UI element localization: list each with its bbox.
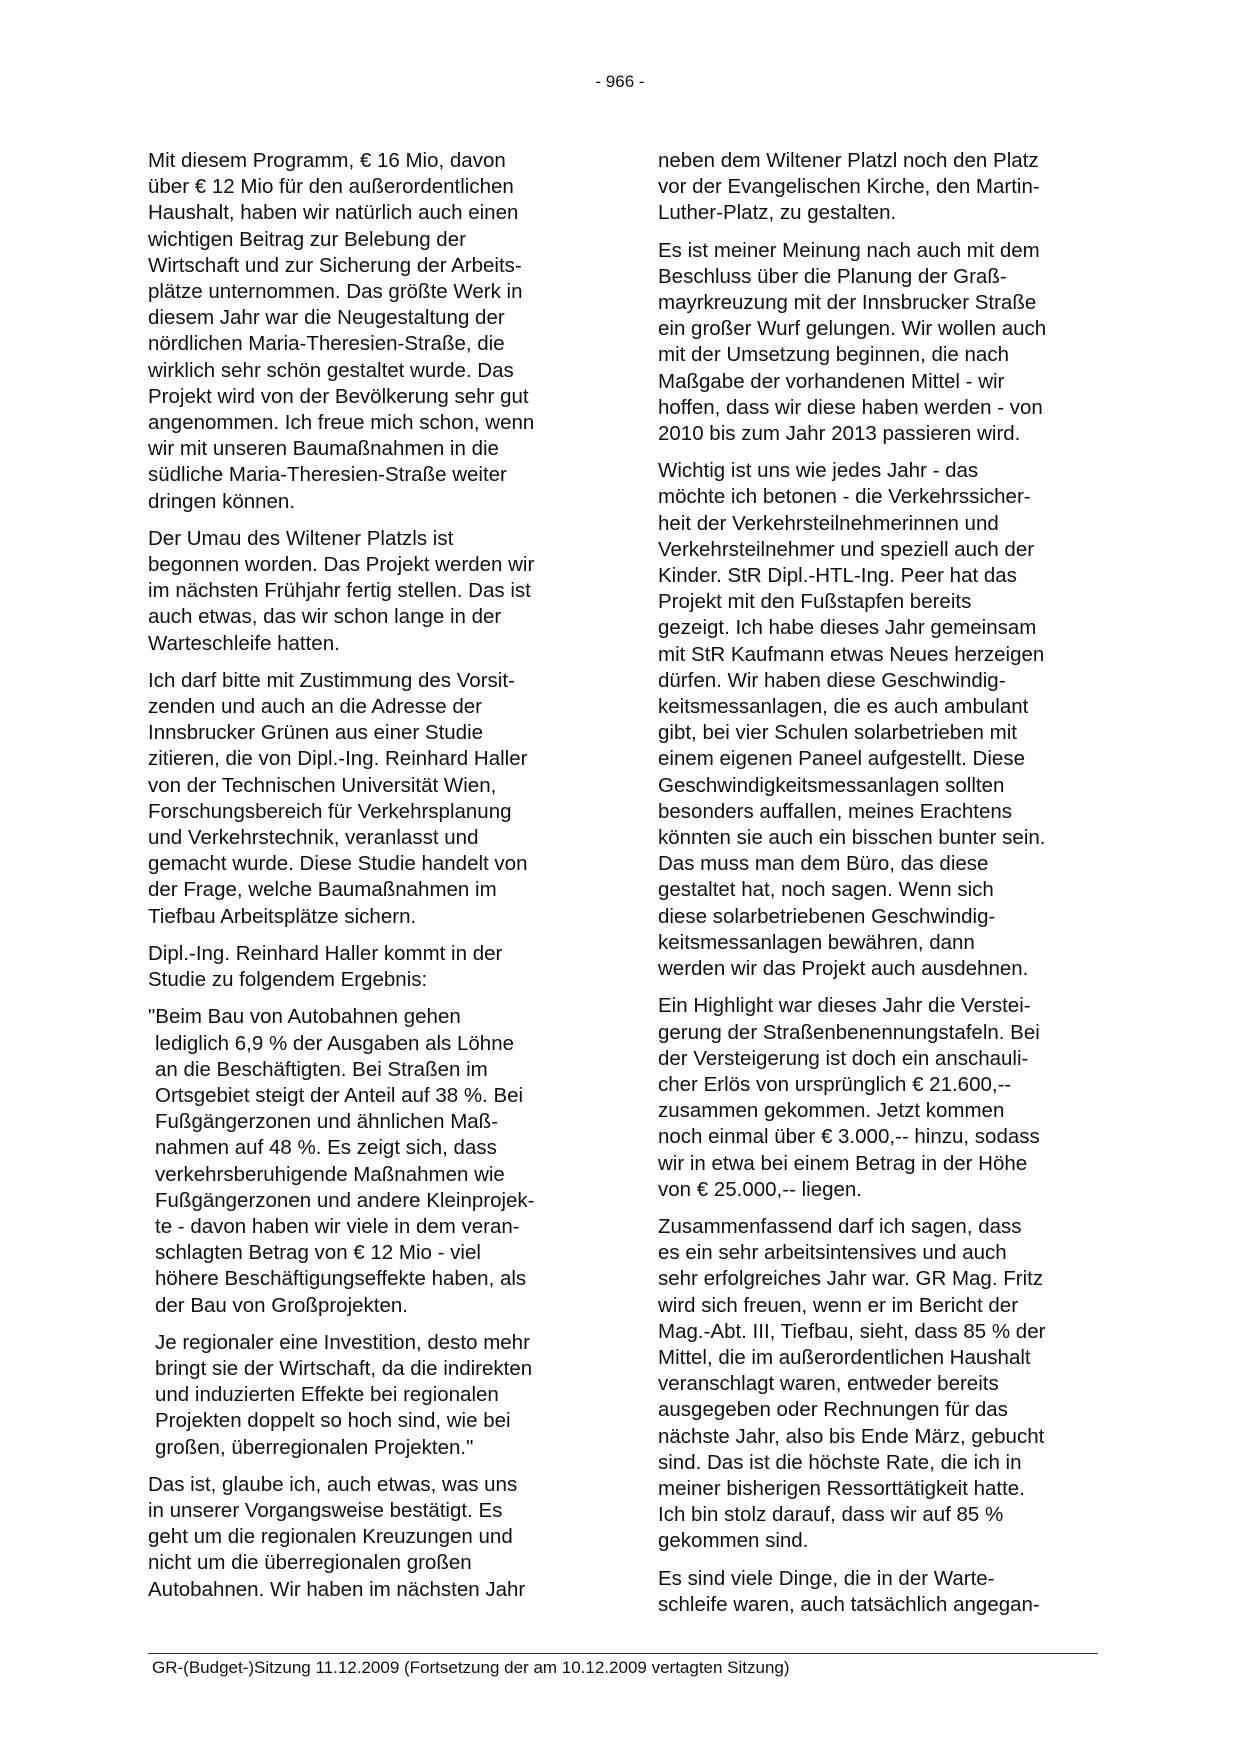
text-line: im nächsten Frühjahr fertig stellen. Das ist xyxy=(148,579,531,603)
text-line: cher Erlös von ursprünglich € 21.600,-- xyxy=(658,1072,1012,1096)
text-line: über € 12 Mio für den außerordentlichen xyxy=(148,175,514,199)
text-line: werden wir das Projekt auch ausdehnen. xyxy=(658,957,1029,981)
text-line: der Frage, welche Baumaßnahmen im xyxy=(148,878,497,902)
text-line: Projekt wird von der Bevölkerung sehr gut xyxy=(148,384,529,408)
text-line: vor der Evangelischen Kirche, den Martin- xyxy=(658,175,1040,199)
text-line: könnten sie auch ein bisschen bunter sein. xyxy=(658,826,1046,850)
text-line: veranschlagt waren, entweder bereits xyxy=(658,1372,999,1396)
text-line: der Bau von Großprojekten. xyxy=(155,1293,408,1317)
text-line: Innsbrucker Grünen aus einer Studie xyxy=(148,721,484,745)
text-line: mit der Umsetzung beginnen, die nach xyxy=(658,343,1009,367)
text-line: Forschungsbereich für Verkehrsplanung xyxy=(148,799,512,823)
text-line: an die Beschäftigten. Bei Straßen im xyxy=(155,1057,488,1081)
text-line: Fußgängerzonen und ähnlichen Maß- xyxy=(155,1110,499,1134)
text-line: gibt, bei vier Schulen solarbetrieben mit xyxy=(658,721,1017,745)
text-line: nicht um die überregionalen großen xyxy=(148,1551,472,1575)
text-line: Projekt mit den Fußstapfen bereits xyxy=(658,590,972,614)
text-line: 2010 bis zum Jahr 2013 passieren wird. xyxy=(658,422,1021,446)
text-line: dürfen. Wir haben diese Geschwindig- xyxy=(658,668,1006,692)
text-line: Wirtschaft und zur Sicherung der Arbeits- xyxy=(148,253,522,277)
text-line: Autobahnen. Wir haben im nächsten Jahr xyxy=(148,1577,526,1601)
text-line: ein großer Wurf gelungen. Wir wollen auch xyxy=(658,317,1047,341)
text-line: diese solarbetriebenen Geschwindig- xyxy=(658,904,996,928)
text-line: wir mit unseren Baumaßnahmen in die xyxy=(148,437,499,461)
text-line: großen, überregionalen Projekten." xyxy=(155,1435,474,1459)
text-line: besonders auffallen, meines Erachtens xyxy=(658,799,1013,823)
text-line: Wichtig ist uns wie jedes Jahr - das xyxy=(658,459,979,483)
text-line: lediglich 6,9 % der Ausgaben als Löhne xyxy=(155,1031,515,1055)
text-line: Das ist, glaube ich, auch etwas, was uns xyxy=(148,1472,518,1496)
paragraph xyxy=(148,1004,592,1318)
text-line: heit der Verkehrsteilnehmerinnen und xyxy=(658,511,999,535)
text-line: Luther-Platz, zu gestalten. xyxy=(658,201,897,225)
text-line: es ein sehr arbeitsintensives und auch xyxy=(658,1241,1007,1265)
paragraph xyxy=(148,941,592,993)
paragraph xyxy=(658,148,1102,227)
text-line: keitsmessanlagen bewähren, dann xyxy=(658,930,975,954)
text-line: und Verkehrstechnik, veranlasst und xyxy=(148,826,479,850)
text-line: sehr erfolgreiches Jahr war. GR Mag. Fritz xyxy=(658,1267,1044,1291)
text-line: Verkehrsteilnehmer und speziell auch der xyxy=(658,537,1035,561)
text-line: ausgegeben oder Rechnungen für das xyxy=(658,1398,1008,1422)
text-line: nahmen auf 48 %. Es zeigt sich, dass xyxy=(155,1136,497,1160)
page-number: - 966 - xyxy=(595,72,645,91)
text-line: südliche Maria-Theresien-Straße weiter xyxy=(148,463,507,487)
text-line: Kinder. StR Dipl.-HTL-Ing. Peer hat das xyxy=(658,564,1017,588)
paragraph xyxy=(658,993,1102,1203)
paragraph xyxy=(658,458,1102,982)
text-line: keitsmessanlagen, die es auch ambulant xyxy=(658,695,1029,719)
text-line: Ein Highlight war dieses Jahr die Verstei- xyxy=(658,994,1031,1018)
paragraph xyxy=(148,526,592,657)
text-line: dringen können. xyxy=(148,489,296,513)
text-line: Fußgängerzonen und andere Kleinprojek- xyxy=(155,1188,535,1212)
text-line: Mittel, die im außerordentlichen Haushalt xyxy=(658,1345,1031,1369)
text-line: te - davon haben wir viele in dem veran- xyxy=(155,1214,520,1238)
text-line: meiner bisherigen Ressorttätigkeit hatte. xyxy=(658,1476,1025,1500)
text-line: zenden und auch an die Adresse der xyxy=(148,695,482,719)
text-line: Studie zu folgendem Ergebnis: xyxy=(148,968,428,992)
text-line: angenommen. Ich freue mich schon, wenn xyxy=(148,411,535,435)
text-line: Mag.-Abt. III, Tiefbau, sieht, dass 85 % der xyxy=(658,1319,1046,1343)
text-line: Haushalt, haben wir natürlich auch einen xyxy=(148,201,519,225)
paragraph xyxy=(658,1566,1102,1618)
text-line: zusammen gekommen. Jetzt kommen xyxy=(658,1099,1005,1123)
right-column xyxy=(658,148,1102,1629)
paragraph xyxy=(148,1330,592,1461)
text-line: von der Technischen Universität Wien, xyxy=(148,773,497,797)
text-line: Je regionaler eine Investition, desto mehr xyxy=(155,1330,530,1354)
text-line: von € 25.000,-- liegen. xyxy=(658,1177,862,1201)
text-line: gestaltet hat, noch sagen. Wenn sich xyxy=(658,878,994,902)
text-line: Tiefbau Arbeitsplätze sichern. xyxy=(148,904,417,928)
text-line: neben dem Wiltener Platzl noch den Platz xyxy=(658,149,1039,172)
text-line: Zusammenfassend darf ich sagen, dass xyxy=(658,1214,1022,1238)
text-line: Ich darf bitte mit Zustimmung des Vorsit- xyxy=(148,668,515,692)
text-line: zitieren, die von Dipl.-Ing. Reinhard Haller xyxy=(148,747,528,771)
text-line: schleife waren, auch tatsächlich angegan- xyxy=(658,1592,1040,1616)
text-line: nördlichen Maria-Theresien-Straße, die xyxy=(148,332,505,356)
paragraph xyxy=(148,148,592,515)
text-line: diesem Jahr war die Neugestaltung der xyxy=(148,306,505,330)
text-line: wird sich freuen, wenn er im Bericht der xyxy=(658,1293,1019,1317)
text-line: Ich bin stolz darauf, dass wir auf 85 % xyxy=(658,1503,1004,1527)
text-line: geht um die regionalen Kreuzungen und xyxy=(148,1525,513,1549)
text-line: Projekten doppelt so hoch sind, wie bei xyxy=(155,1409,511,1433)
text-line: einem eigenen Paneel aufgestellt. Diese xyxy=(658,747,1025,771)
text-line: gemacht wurde. Diese Studie handelt von xyxy=(148,852,528,876)
text-line: höhere Beschäftigungseffekte haben, als xyxy=(155,1267,527,1291)
text-line: schlagten Betrag von € 12 Mio - viel xyxy=(155,1241,481,1265)
text-line: Es sind viele Dinge, die in der Warte- xyxy=(658,1566,995,1590)
text-line: auch etwas, das wir schon lange in der xyxy=(148,605,502,629)
text-line: bringt sie der Wirtschaft, da die indirekten xyxy=(155,1356,533,1380)
text-line: wirklich sehr schön gestaltet wurde. Das xyxy=(148,358,514,382)
text-line: mayrkreuzung mit der Innsbrucker Straße xyxy=(658,291,1037,315)
text-line: noch einmal über € 3.000,-- hinzu, sodass xyxy=(658,1125,1040,1149)
text-line: Maßgabe der vorhandenen Mittel - wir xyxy=(658,369,1005,393)
text-line: der Versteigerung ist doch ein anschauli- xyxy=(658,1046,1029,1070)
text-line: gekommen sind. xyxy=(658,1529,809,1553)
text-line: Geschwindigkeitsmessanlagen sollten xyxy=(658,773,1005,797)
paragraph xyxy=(658,1214,1102,1555)
text-line: Dipl.-Ing. Reinhard Haller kommt in der xyxy=(148,941,503,965)
text-line: Es ist meiner Meinung nach auch mit dem xyxy=(658,238,1040,262)
text-line: Der Umau des Wiltener Platzls ist xyxy=(148,526,454,550)
text-line: Ortsgebiet steigt der Anteil auf 38 %. Bei xyxy=(155,1083,524,1107)
paragraph xyxy=(658,238,1102,448)
text-line: "Beim Bau von Autobahnen gehen xyxy=(148,1005,461,1029)
paragraph xyxy=(148,668,592,930)
paragraph xyxy=(148,1472,592,1603)
text-line: hoffen, dass wir diese haben werden - von xyxy=(658,395,1043,419)
text-line: möchte ich betonen - die Verkehrssicher- xyxy=(658,485,1031,509)
text-line: sind. Das ist die höchste Rate, die ich in xyxy=(658,1450,1022,1474)
text-line: nächste Jahr, also bis Ende März, gebucht xyxy=(658,1424,1045,1448)
text-line: Beschluss über die Planung der Graß- xyxy=(658,264,1007,288)
text-line: plätze unternommen. Das größte Werk in xyxy=(148,280,523,304)
text-line: Warteschleife hatten. xyxy=(148,631,340,655)
text-line: wir in etwa bei einem Betrag in der Höhe xyxy=(658,1151,1028,1175)
left-column xyxy=(148,148,592,1614)
text-line: gezeigt. Ich habe dieses Jahr gemeinsam xyxy=(658,616,1037,640)
footer-rule xyxy=(148,1653,1098,1654)
text-line: begonnen worden. Das Projekt werden wir xyxy=(148,553,535,577)
text-line: gerung der Straßenbenennungstafeln. Bei xyxy=(658,1020,1040,1044)
text-line: mit StR Kaufmann etwas Neues herzeigen xyxy=(658,642,1045,666)
text-line: verkehrsberuhigende Maßnahmen wie xyxy=(155,1162,505,1186)
footer-text: GR-(Budget-)Sitzung 11.12.2009 (Fortsetzung der am 10.12.2009 vertagten Sitzung) xyxy=(152,1658,790,1677)
text-line: wichtigen Beitrag zur Belebung der xyxy=(148,227,466,251)
text-line: Das muss man dem Büro, das diese xyxy=(658,852,989,876)
text-line: und induzierten Effekte bei regionalen xyxy=(155,1383,499,1407)
text-line: Mit diesem Programm, € 16 Mio, davon xyxy=(148,149,506,172)
text-line: in unserer Vorgangsweise bestätigt. Es xyxy=(148,1498,503,1522)
